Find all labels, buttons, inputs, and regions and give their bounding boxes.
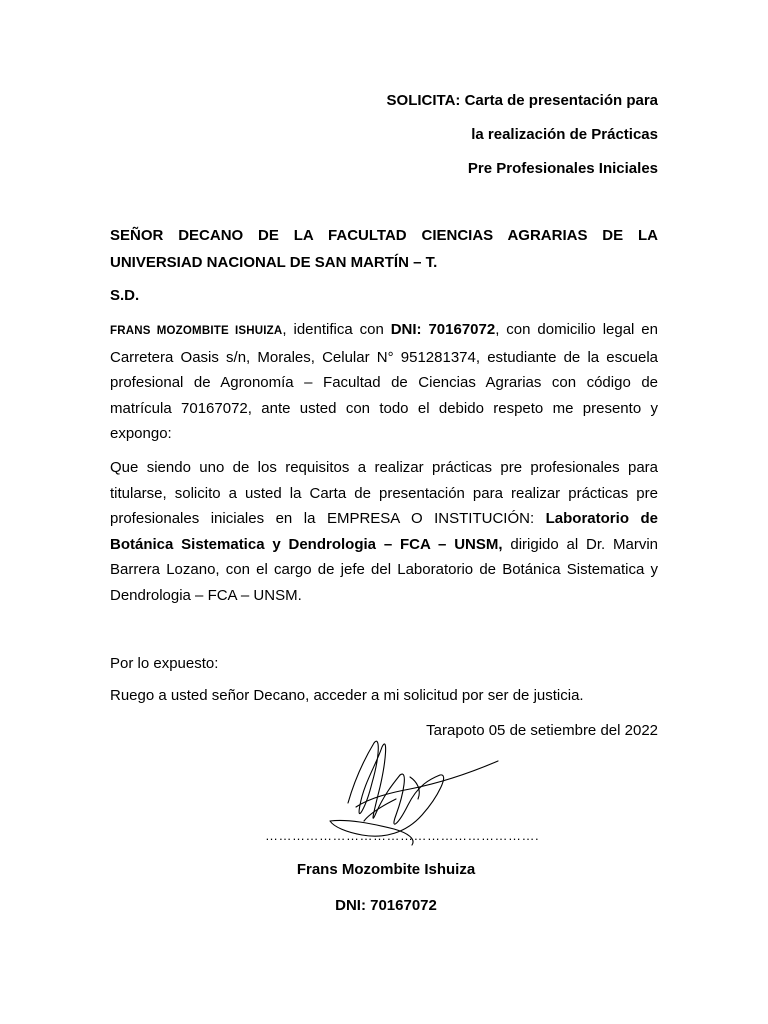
closing-line-1: Por lo expuesto: (110, 655, 219, 672)
paragraph-1-text-b: , con domicilio legal en Carretera Oasis s/n, Morales, Celular N° 951281374, estudiante de la escuela profesional de Agronomía – Facultad de Ciencias Agrarias con código de matrícula 70167072, ante usted con todo el debido respeto me presento y expongo: (110, 321, 658, 442)
addressee-line-1: SEÑOR DECANO DE LA FACULTAD CIENCIAS AGRARIAS DE LA (110, 227, 658, 244)
institution-name: Laboratorio de Botánica Sistematica y Dendrologia – FCA – UNSM, (110, 510, 658, 553)
signer-name: Frans Mozombite Ishuiza (296, 861, 476, 878)
body-paragraph-1 (110, 317, 658, 447)
applicant-dni: DNI: 70167072 (390, 321, 496, 338)
paragraph-1-text-a: , identifica con (282, 321, 391, 338)
date-line: Tarapoto 05 de setiembre del 2022 (426, 722, 658, 739)
paragraph-2-text-b: dirigido al Dr. Marvin Barrera Lozano, con el cargo de jefe del Laboratorio de Botánica Sistematica y Dendrologia – FCA – UNSM. (110, 535, 659, 604)
signature-line: ……………………………………………………. (265, 828, 540, 843)
paragraph-2-text-a: Que siendo uno de los requisitos a realizar prácticas pre profesionales para titularse, solicito a usted la Carta de presentación para realizar prácticas pre profesionales iniciales en la EMPRESA O INSTITUCIÓN: (110, 459, 658, 527)
subject-block (387, 84, 658, 186)
applicant-name: FRANS MOZOMBITE ISHUIZA (110, 325, 283, 337)
signer-dni: DNI: 70167072 (335, 897, 437, 914)
subject-line-1: SOLICITA: Carta de presentación para (386, 92, 658, 109)
addressee-line-2: UNIVERSIAD NACIONAL DE SAN MARTÍN – T. (110, 254, 438, 271)
closing-line-2: Ruego a usted señor Decano, acceder a mi solicitud por ser de justicia. (110, 687, 584, 704)
salutation: S.D. (110, 287, 140, 304)
addressee-block (110, 222, 658, 276)
subject-line-3: Pre Profesionales Iniciales (467, 160, 658, 177)
body-paragraph-2 (110, 455, 658, 608)
subject-line-2: la realización de Prácticas (471, 126, 658, 143)
